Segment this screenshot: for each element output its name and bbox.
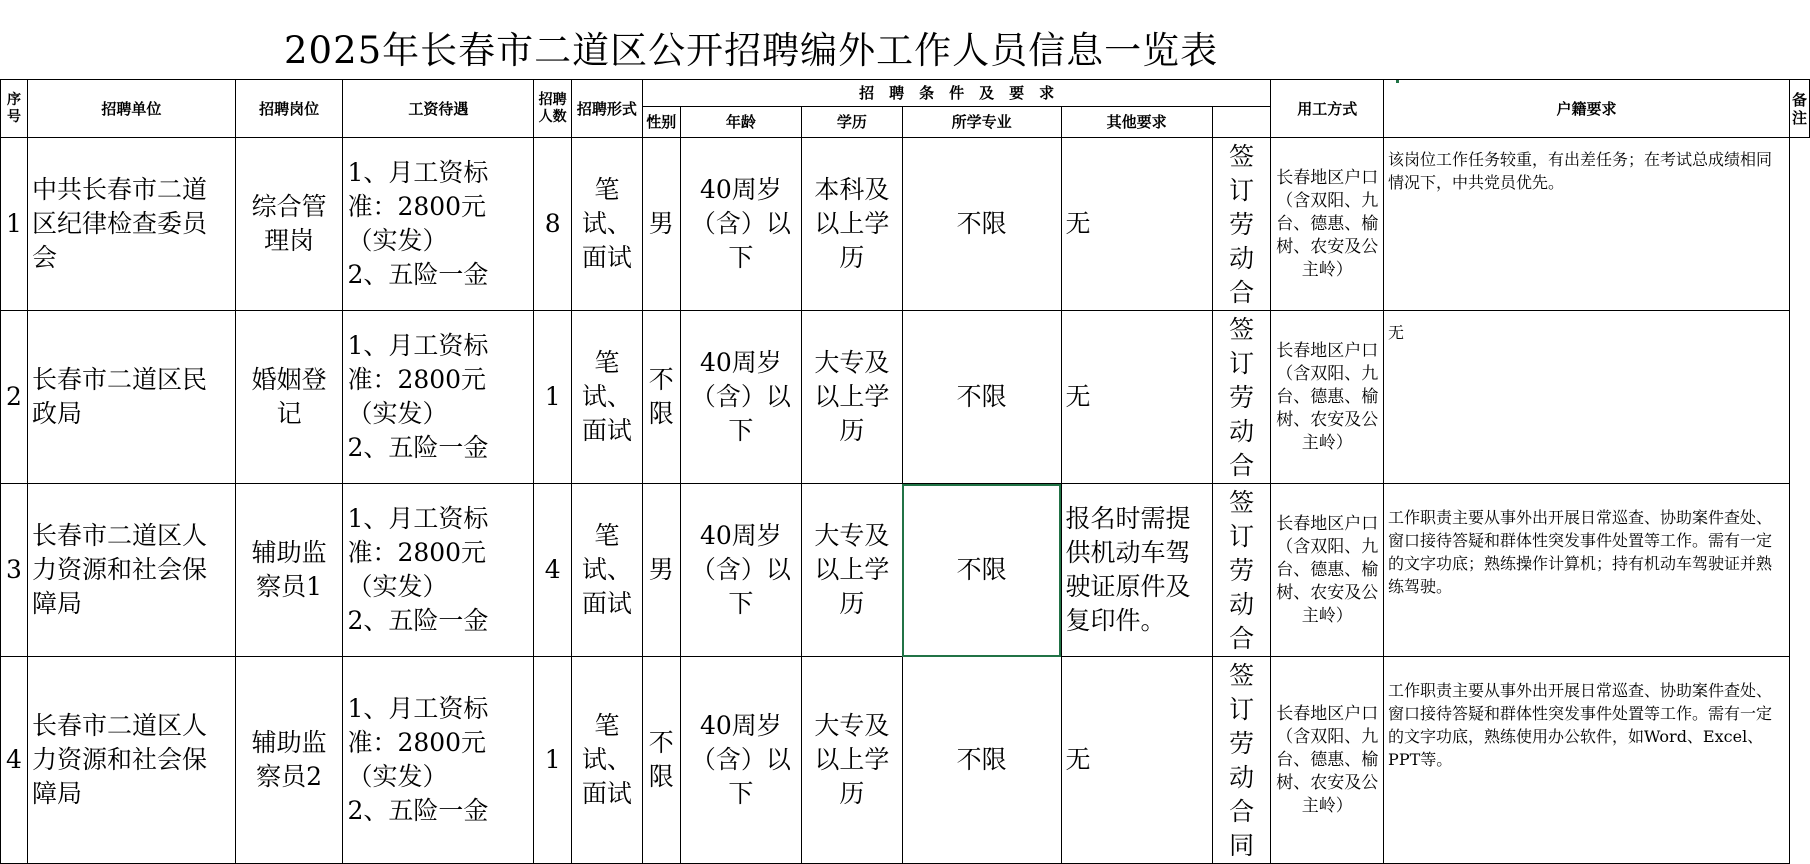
salary-line-1: 1、月工资标准：2800元（实发） — [347, 504, 489, 601]
sheet-title-row — [0, 0, 1810, 80]
cell-other[interactable]: 无 — [1061, 311, 1212, 484]
cell-age[interactable]: 40周岁（含）以下 — [680, 138, 801, 311]
cell-gender[interactable]: 男 — [642, 138, 680, 311]
header-notes[interactable]: 备注 — [1789, 80, 1809, 138]
cell-notes[interactable]: 工作职责主要从事外出开展日常巡查、协助案件查处、窗口接待答疑和群体性突发事件处置等工作。需有一定的文字功底；熟练操作计算机；持有机动车驾驶证并熟练驾驶。 — [1384, 484, 1790, 657]
cell-salary[interactable] — [343, 657, 534, 864]
cell-education[interactable]: 大专及以上学历 — [802, 311, 903, 484]
cell-gender[interactable]: 不限 — [642, 657, 680, 864]
cell-gender[interactable]: 不限 — [642, 311, 680, 484]
cell-education[interactable]: 大专及以上学历 — [802, 484, 903, 657]
header-row-1 — [1, 80, 1810, 107]
cell-post[interactable]: 综合管理岗 — [235, 138, 343, 311]
header-major[interactable]: 所学专业 — [902, 107, 1061, 138]
cell-major-selected[interactable]: 不限 — [902, 484, 1061, 657]
cell-seq[interactable]: 1 — [1, 138, 28, 311]
cell-unit[interactable]: 长春市二道区民政局 — [27, 311, 235, 484]
header-other[interactable]: 其他要求 — [1061, 107, 1212, 138]
cell-seq[interactable]: 3 — [1, 484, 28, 657]
salary-line-2: 2、五险一金 — [347, 606, 489, 635]
cell-post[interactable]: 辅助监察员2 — [235, 657, 343, 864]
table-row — [1, 657, 1810, 864]
table-row — [1, 311, 1810, 484]
cell-other[interactable]: 无 — [1061, 138, 1212, 311]
cell-notes[interactable]: 无 — [1384, 311, 1790, 484]
salary-line-1: 1、月工资标准：2800元（实发） — [347, 331, 489, 428]
header-conditions[interactable]: 招 聘 条 件 及 要 求 — [642, 80, 1271, 107]
cell-age[interactable]: 40周岁（含）以下 — [680, 311, 801, 484]
header-education[interactable]: 学历 — [802, 107, 903, 138]
header-gender[interactable]: 性别 — [642, 107, 680, 138]
cell-major[interactable]: 不限 — [902, 138, 1061, 311]
cell-gender[interactable]: 男 — [642, 484, 680, 657]
cell-seq[interactable]: 4 — [1, 657, 28, 864]
cell-major[interactable]: 不限 — [902, 657, 1061, 864]
header-hukou[interactable]: 户籍要求 — [1384, 80, 1790, 138]
header-employment[interactable]: 用工方式 — [1271, 80, 1384, 138]
cell-hukou[interactable]: 长春地区户口（含双阳、九台、德惠、榆树、农安及公主岭） — [1271, 138, 1384, 311]
cell-notes[interactable]: 工作职责主要从事外出开展日常巡查、协助案件查处、窗口接待答疑和群体性突发事件处置等工作。需有一定的文字功底，熟练使用办公软件，如Word、Excel、PPT等。 — [1384, 657, 1790, 864]
table-row — [1, 138, 1810, 311]
cell-other[interactable]: 报名时需提供机动车驾驶证原件及复印件。 — [1061, 484, 1212, 657]
sheet-title[interactable]: 2025年长春市二道区公开招聘编外工作人员信息一览表 — [284, 29, 1219, 72]
cell-method[interactable]: 笔试、面试 — [572, 484, 643, 657]
cell-education[interactable]: 本科及以上学历 — [802, 138, 903, 311]
cell-age[interactable]: 40周岁（含）以下 — [680, 657, 801, 864]
header-seq[interactable]: 序号 — [1, 80, 28, 138]
cell-age[interactable]: 40周岁（含）以下 — [680, 484, 801, 657]
cell-employment[interactable]: 签订劳动合 — [1212, 311, 1271, 484]
cell-count[interactable]: 4 — [534, 484, 572, 657]
header-age[interactable]: 年龄 — [680, 107, 801, 138]
cell-post[interactable]: 辅助监察员1 — [235, 484, 343, 657]
header-count[interactable]: 招聘人数 — [534, 80, 572, 138]
recruitment-table — [0, 79, 1810, 864]
cell-salary[interactable] — [343, 311, 534, 484]
cell-employment[interactable]: 签订劳动合 — [1212, 484, 1271, 657]
cell-hukou[interactable]: 长春地区户口（含双阳、九台、德惠、榆树、农安及公主岭） — [1271, 484, 1384, 657]
salary-line-2: 2、五险一金 — [347, 796, 489, 825]
cell-count[interactable]: 8 — [534, 138, 572, 311]
cell-post[interactable]: 婚姻登记 — [235, 311, 343, 484]
cell-hukou[interactable]: 长春地区户口（含双阳、九台、德惠、榆树、农安及公主岭） — [1271, 657, 1384, 864]
cell-seq[interactable]: 2 — [1, 311, 28, 484]
salary-line-2: 2、五险一金 — [347, 260, 489, 289]
header-unit[interactable]: 招聘单位 — [27, 80, 235, 138]
cell-unit[interactable]: 中共长春市二道区纪律检查委员会 — [27, 138, 235, 311]
cell-unit[interactable]: 长春市二道区人力资源和社会保障局 — [27, 657, 235, 864]
cell-major[interactable]: 不限 — [902, 311, 1061, 484]
cell-unit[interactable]: 长春市二道区人力资源和社会保障局 — [27, 484, 235, 657]
salary-line-2: 2、五险一金 — [347, 433, 489, 462]
cell-method[interactable]: 笔试、面试 — [572, 138, 643, 311]
header-post[interactable]: 招聘岗位 — [235, 80, 343, 138]
salary-line-1: 1、月工资标准：2800元（实发） — [347, 694, 489, 791]
cell-method[interactable]: 笔试、面试 — [572, 657, 643, 864]
cell-count[interactable]: 1 — [534, 311, 572, 484]
cell-employment[interactable]: 签订劳动合 — [1212, 138, 1271, 311]
header-salary[interactable]: 工资待遇 — [343, 80, 534, 138]
salary-line-1: 1、月工资标准：2800元（实发） — [347, 158, 489, 255]
comment-indicator — [1396, 80, 1399, 83]
cell-salary[interactable] — [343, 138, 534, 311]
cell-hukou[interactable]: 长春地区户口（含双阳、九台、德惠、榆树、农安及公主岭） — [1271, 311, 1384, 484]
cell-employment[interactable]: 签订劳动合同 — [1212, 657, 1271, 864]
cell-education[interactable]: 大专及以上学历 — [802, 657, 903, 864]
table-row — [1, 484, 1810, 657]
cell-notes[interactable]: 该岗位工作任务较重，有出差任务；在考试总成绩相同情况下，中共党员优先。 — [1384, 138, 1790, 311]
cell-salary[interactable] — [343, 484, 534, 657]
cell-other[interactable]: 无 — [1061, 657, 1212, 864]
header-method[interactable]: 招聘形式 — [572, 80, 643, 138]
cell-count[interactable]: 1 — [534, 657, 572, 864]
cell-method[interactable]: 笔试、面试 — [572, 311, 643, 484]
